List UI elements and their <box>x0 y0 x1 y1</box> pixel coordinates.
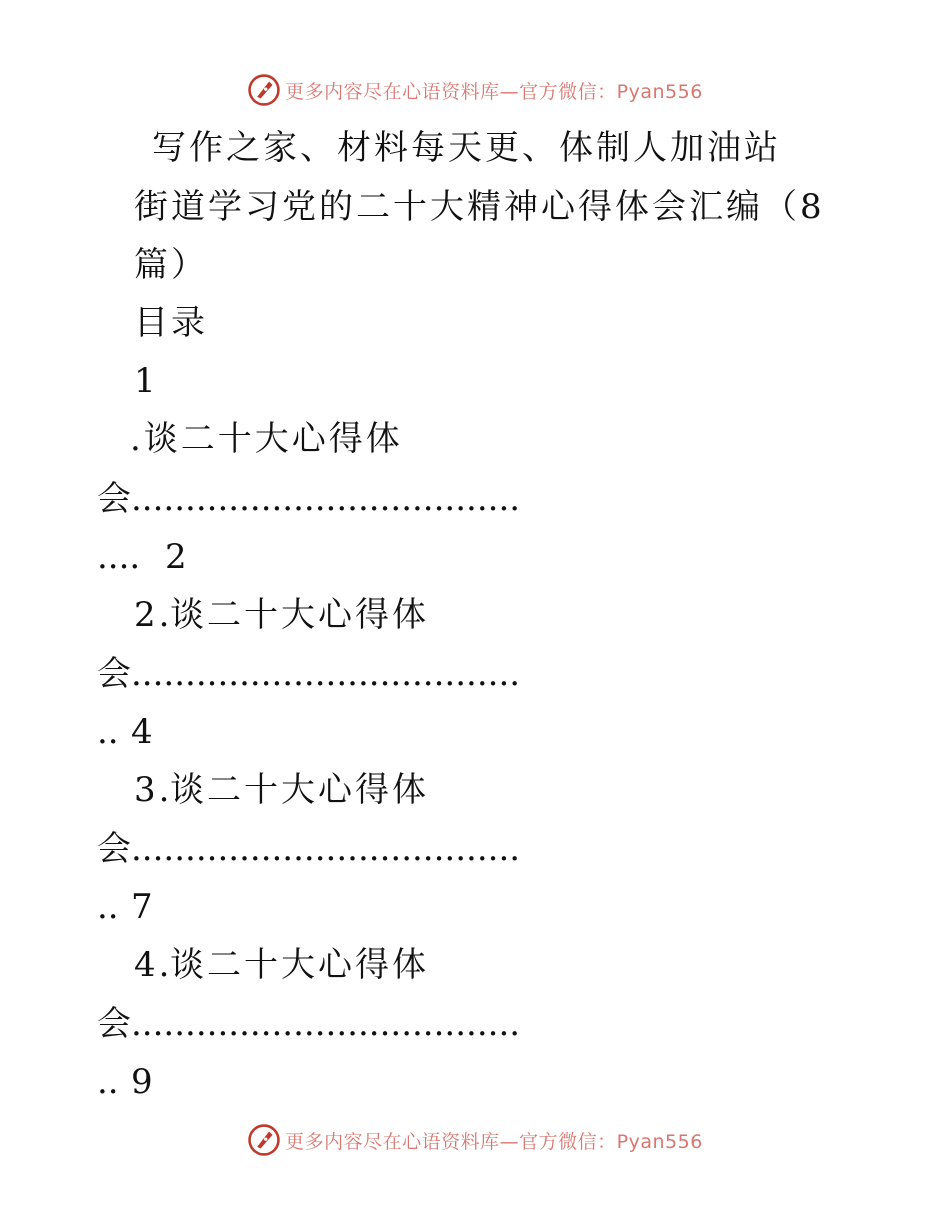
document-title-line1: 街道学习党的二十大精神心得体会汇编（8 <box>134 187 825 227</box>
toc-entry-4-leader: .................................... <box>131 1004 521 1044</box>
toc-entry-1-leader-cont: .... <box>97 537 141 577</box>
toc-entry-2-title: 谈二十大心得体 <box>170 595 429 635</box>
watermark-bottom <box>0 1120 950 1160</box>
toc-entry-1-number: 1 <box>134 361 159 401</box>
pen-nib-logo-icon <box>247 73 281 107</box>
toc-entry-1-leader: .................................... <box>131 479 521 519</box>
toc-entry-4-leader-cont: .. <box>97 1062 119 1102</box>
toc-entry-1-title: .谈二十大心得体 <box>130 419 403 459</box>
watermark-top <box>0 70 950 110</box>
toc-entry-4-tail: 会 <box>97 1004 134 1044</box>
toc-entry-3-leader: .................................... <box>131 829 521 869</box>
toc-entry-3-page: 7 <box>131 887 156 927</box>
toc-entry-4-page: 9 <box>131 1062 156 1102</box>
watermark-text: 更多内容尽在心语资料库—官方微信：Pyan556 <box>285 80 703 103</box>
toc-entry-3-leader-cont: .. <box>97 887 119 927</box>
toc-entry-4-number: 4. <box>134 945 173 985</box>
toc-entry-2-leader-cont: .. <box>97 712 119 752</box>
toc-entry-3-title: 谈二十大心得体 <box>170 770 429 810</box>
toc-entry-2-number: 2. <box>134 595 173 635</box>
toc-entry-2-page: 4 <box>131 712 156 752</box>
toc-entry-2-leader: .................................... <box>131 654 521 694</box>
toc-entry-3-tail: 会 <box>97 829 134 869</box>
toc-entry-3-number: 3. <box>134 770 173 810</box>
toc-entry-1-page: 2 <box>165 537 190 577</box>
toc-entry-1-tail: 会 <box>97 479 134 519</box>
document-title-line2: 篇） <box>134 245 208 285</box>
toc-entry-4-title: 谈二十大心得体 <box>170 945 429 985</box>
toc-entry-2-tail: 会 <box>97 654 134 694</box>
toc-heading: 目录 <box>134 303 208 343</box>
header-banner: 写作之家、材料每天更、体制人加油站 <box>152 128 781 168</box>
watermark-text: 更多内容尽在心语资料库—官方微信：Pyan556 <box>285 1130 703 1153</box>
pen-nib-logo-icon <box>247 1123 281 1157</box>
